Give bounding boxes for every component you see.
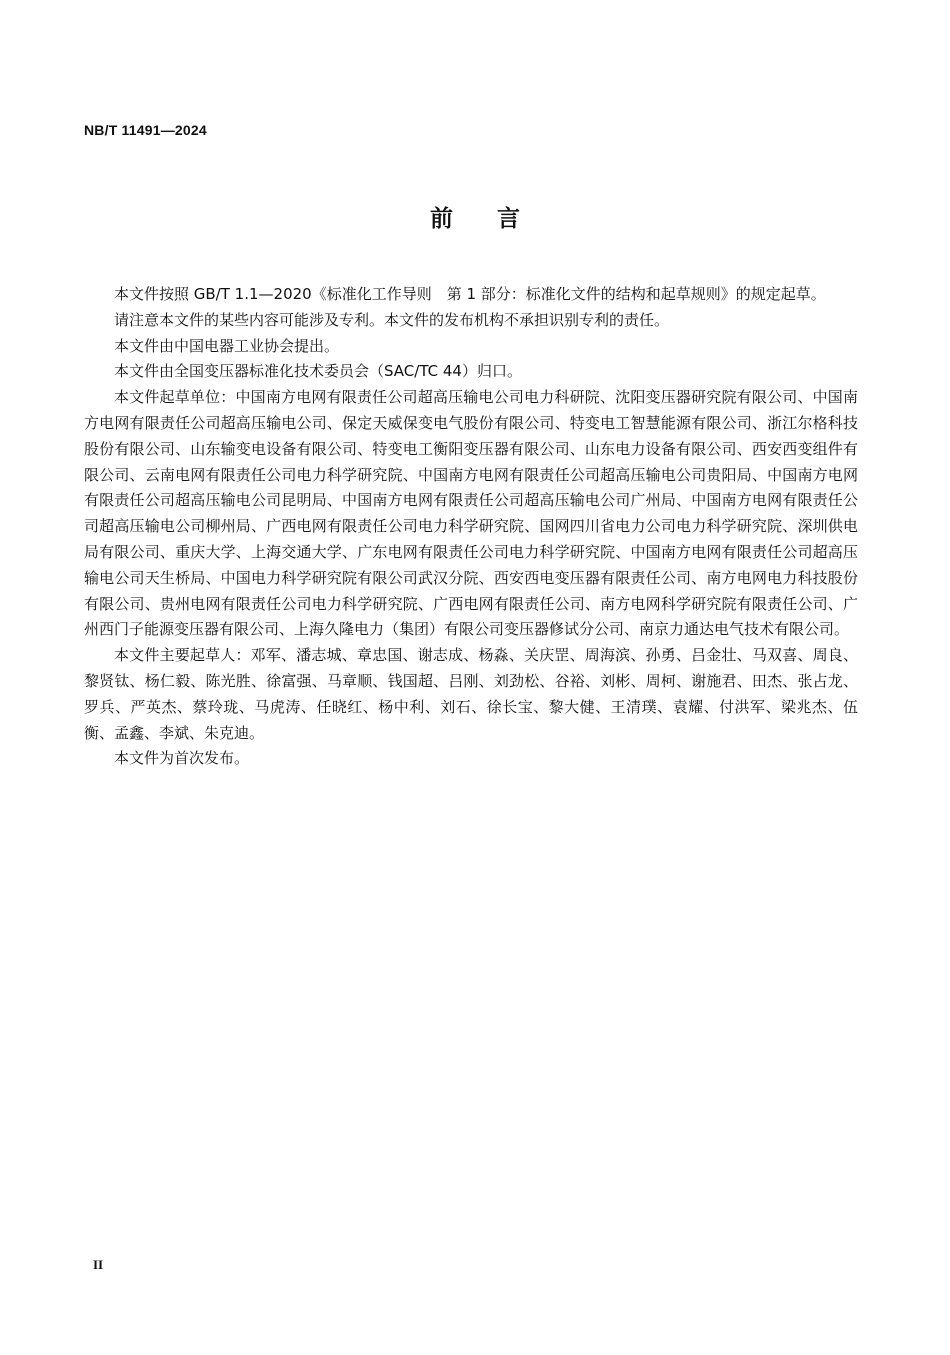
foreword-body [84, 282, 858, 772]
paragraph-main-drafters: 本文件主要起草人：邓军、潘志城、章忠国、谢志成、杨淼、关庆罡、周海滨、孙勇、吕金壮、马双喜、周良、黎贤钛、杨仁毅、陈光胜、徐富强、马章顺、钱国超、吕刚、刘劲松、谷裕、刘彬、周柯、谢施君、田杰、张占龙、罗兵、严英杰、蔡玲珑、马虎涛、任晓红、杨中利、刘石、徐长宝、黎大健、王清璞、袁耀、付洪军、梁兆杰、伍衡、孟鑫、李斌、朱克迪。 [84, 646, 858, 742]
paragraph-patent-notice: 请注意本文件的某些内容可能涉及专利。本文件的发布机构不承担识别专利的责任。 [114, 310, 670, 329]
paragraph-proposer: 本文件由中国电器工业协会提出。 [114, 336, 340, 355]
paragraph-drafting-basis: 本文件按照 GB/T 1.1—2020《标准化工作导则 第 1 部分：标准化文件的结构和起草规则》的规定起草。 [114, 285, 826, 303]
page-title: 前言 [430, 206, 564, 232]
standard-code: NB/T 11491—2024 [84, 122, 207, 138]
paragraph-drafting-organizations: 本文件起草单位：中国南方电网有限责任公司超高压输电公司电力科研院、沈阳变压器研究院有限公司、中国南方电网有限责任公司超高压输电公司、保定天威保变电气股份有限公司、特变电工智慧能源有限公司、浙江尔格科技股份有限公司、山东输变电设备有限公司、特变电工衡阳变压器有限公司、山东电力设备有限公司、西安西变组件有限公司、云南电网有限责任公司电力科学研究院、中国南方电网有限责任公司超高压输电公司贵阳局、中国南方电网有限责任公司超高压输电公司昆明局、中国南方电网有限责任公司超高压输电公司广州局、中国南方电网有限责任公司超高压输电公司柳州局、广西电网有限责任公司电力科学研究院、国网四川省电力公司电力科学研究院、深圳供电局有限公司、重庆大学、上海交通大学、广东电网有限责任公司电力科学研究院、中国南方电网有限责任公司超高压输电公司天生桥局、中国电力科学研究院有限公司武汉分院、西安西电变压器有限责任公司、南方电网电力科技股份有限公司、贵州电网有限责任公司电力科学研究院、广西电网有限责任公司、南方电网科学研究院有限责任公司、广州西门子能源变压器有限公司、上海久隆电力（集团）有限公司变压器修试分公司、南京力通达电气技术有限公司。 [84, 388, 858, 639]
paragraph-technical-committee: 本文件由全国变压器标准化技术委员会（SAC/TC 44）归口。 [114, 362, 522, 381]
paragraph-first-release: 本文件为首次发布。 [114, 749, 250, 768]
page-number: II [93, 1257, 104, 1272]
